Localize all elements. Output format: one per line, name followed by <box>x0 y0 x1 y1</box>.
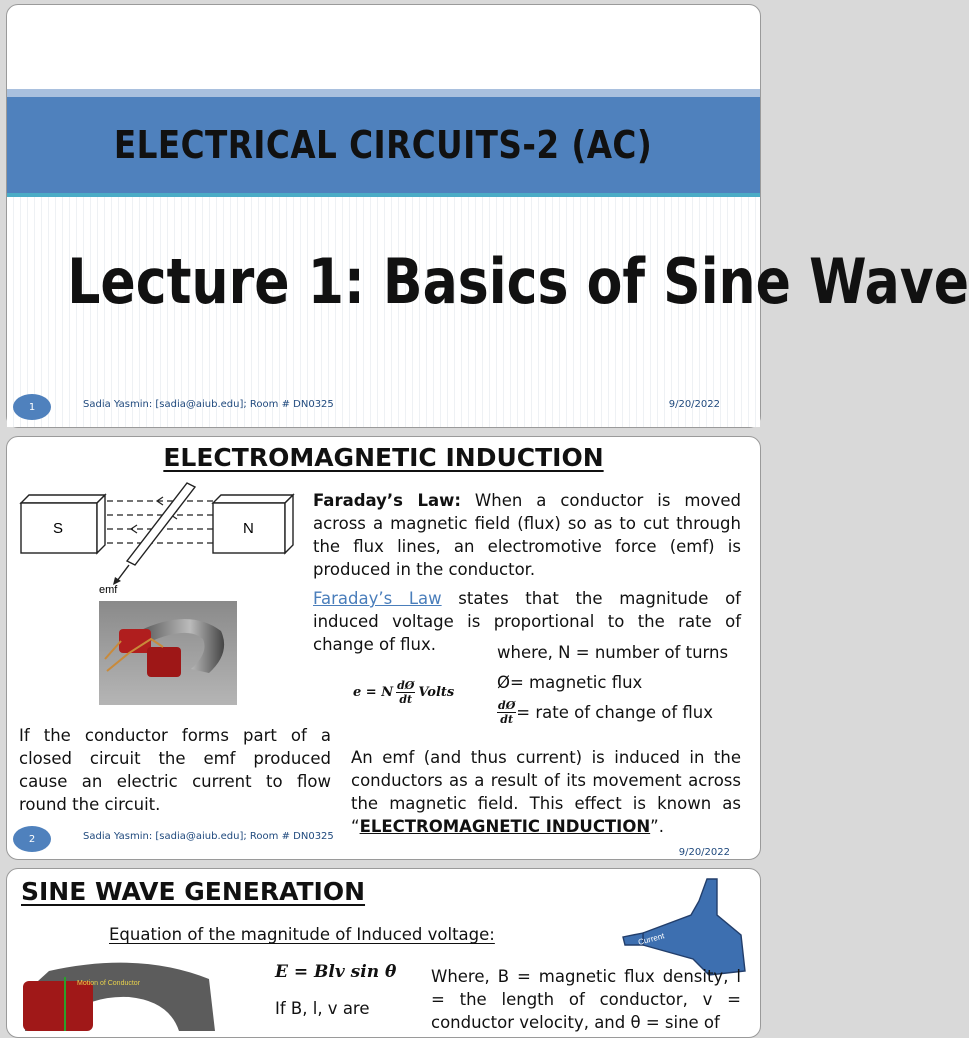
where-flux: Ø= magnetic flux <box>497 673 643 692</box>
faraday-law-text: When a conductor is moved across a magnetic field (flux) so as to cut through the flux lines, an electromotive force (emf) is produced in the conductor. <box>313 491 741 579</box>
where-n-turns: where, N = number of turns <box>497 643 729 662</box>
generator-magnet-image <box>19 961 219 1031</box>
rate-text: = rate of change of flux <box>516 703 713 722</box>
induced-voltage-equation: E = Blv sin θ <box>275 962 397 982</box>
faraday-law-statement-text: states that the magnitude of induced voltage is proportional to the rate of change of flux. <box>313 589 741 654</box>
motion-of-conductor-label: Motion of Conductor <box>77 980 141 987</box>
slide-3 <box>6 868 761 1038</box>
page-number-badge: 1 <box>13 394 51 420</box>
motion-label: Motion <box>676 877 693 904</box>
if-blv-text: If B, l, v are <box>275 999 370 1018</box>
induced-voltage-heading: Equation of the magnitude of Induced voltage: <box>109 925 495 944</box>
magnet-conductor-diagram <box>17 481 307 595</box>
closed-circuit-text: If the conductor forms part of a closed circuit the emf produced cause an electric current to flow round the circuit. <box>19 726 331 814</box>
slide-title: SINE WAVE GENERATION <box>21 877 366 906</box>
current-label: Current <box>637 931 666 947</box>
faraday-law-definition <box>313 489 741 581</box>
slide-title-text: ELECTROMAGNETIC INDUCTION <box>163 443 604 472</box>
slide-2 <box>6 436 761 860</box>
faraday-law-heading: Faraday’s Law: <box>313 491 461 510</box>
emf-label: emf <box>99 584 118 596</box>
horseshoe-magnet-image <box>99 601 237 705</box>
faraday-law-link[interactable]: Faraday’s Law <box>313 589 442 608</box>
where-variables-text: Where, B = magnetic flux density, l = the length of conductor, v = conductor velocity, and θ = sine of <box>431 967 741 1032</box>
where-rate <box>497 699 713 726</box>
formula-fraction <box>396 679 415 706</box>
formula-lhs: e = N <box>353 685 394 700</box>
pole-n-label: N <box>243 520 254 537</box>
rate-fraction <box>497 699 516 726</box>
title-band <box>7 97 760 197</box>
induction-text-start: An emf (and thus current) is induced in the conductors as a result of its movement across the magnetic field. This effect is known as “ <box>351 748 741 836</box>
title-accent-band <box>7 89 760 97</box>
footer-author: Sadia Yasmin: [sadia@aiub.edu]; Room # DN0325 <box>83 831 334 842</box>
footer-date: 9/20/2022 <box>668 399 720 410</box>
page-number-badge: 2 <box>13 826 51 852</box>
pole-s-label: S <box>53 520 64 537</box>
right-hand-rule-image <box>613 875 753 979</box>
footer-date: 9/20/2022 <box>678 847 730 858</box>
slide-title <box>7 443 760 472</box>
induction-text-end: ”. <box>650 817 664 836</box>
formula-numerator: dØ <box>397 679 415 692</box>
induced-emf-formula <box>353 679 454 706</box>
rate-numerator: dØ <box>498 699 516 712</box>
formula-denominator: dt <box>399 693 413 706</box>
rate-denominator: dt <box>500 713 514 726</box>
electromagnetic-induction-text <box>351 746 741 838</box>
lecture-title: Lecture 1: Basics of Sine Wave <box>67 245 969 318</box>
induction-term: ELECTROMAGNETIC INDUCTION <box>359 817 651 836</box>
formula-unit: Volts <box>418 685 455 700</box>
field-label: Field <box>656 904 676 918</box>
footer-author: Sadia Yasmin: [sadia@aiub.edu]; Room # DN0325 <box>83 399 334 410</box>
slide-1 <box>6 4 969 428</box>
course-title: ELECTRICAL CIRCUITS-2 (AC) <box>114 123 653 167</box>
